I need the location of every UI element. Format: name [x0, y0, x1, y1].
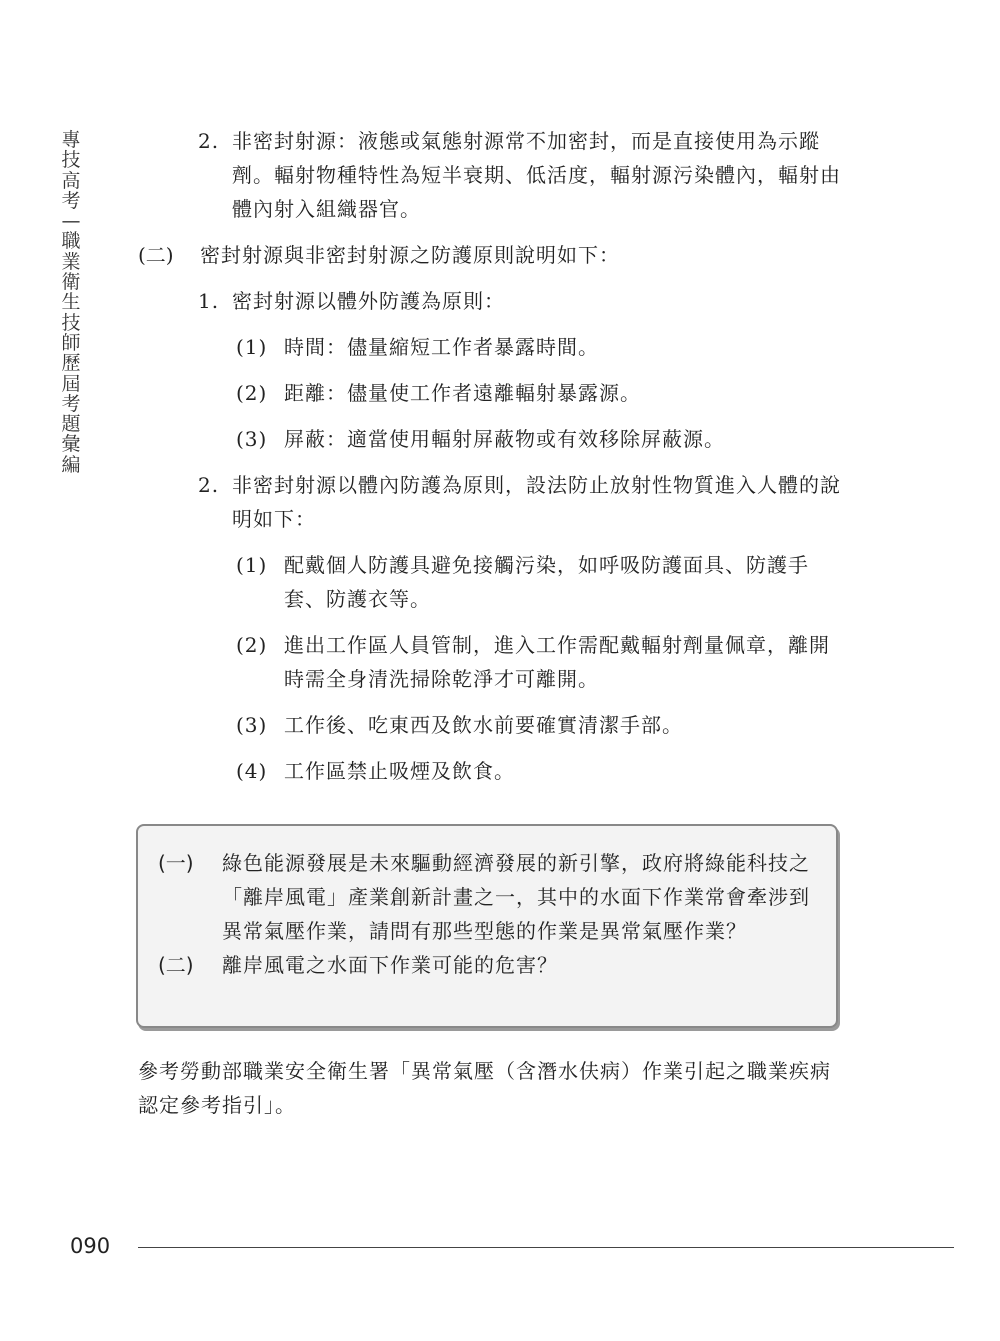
list-item [236, 548, 843, 616]
question-body: 離岸風電之水面下作業可能的危害？ [222, 953, 558, 977]
sub-item-text: 進出工作區人員管制，進入工作需配戴輻射劑量佩章，離開時需全身清洗掃除乾淨才可離開。 [284, 633, 830, 691]
section-text: 密封射源與非密封射源之防護原則說明如下： [200, 243, 620, 267]
list-item [236, 422, 843, 456]
running-title-char: 彙 [61, 433, 81, 456]
answer-body [138, 124, 843, 788]
sub-item-number: (1) [236, 335, 268, 359]
sub-item-number: (4) [236, 759, 268, 783]
running-title-char: 屆 [61, 372, 81, 395]
sub-item-number: (2) [236, 381, 268, 405]
running-title-char: 衛 [61, 271, 81, 294]
answer-reference: 參考勞動部職業安全衛生署「異常氣壓（含潛水伕病）作業引起之職業疾病認定參考指引」。 [138, 1059, 831, 1117]
item-number: 2. [198, 473, 220, 497]
running-title [56, 130, 86, 475]
sub-item-number: (3) [236, 713, 268, 737]
sealed-source-principle [198, 284, 843, 318]
question-number: (一) [158, 851, 194, 875]
running-title-char: 生 [61, 291, 81, 314]
unsealed-source-definition [198, 124, 843, 226]
running-title-char: 題 [61, 413, 81, 436]
running-title-char: 業 [61, 250, 81, 273]
question-item [158, 846, 820, 948]
sub-item-number: (1) [236, 553, 268, 577]
footer-divider [138, 1247, 954, 1248]
running-title-char: 職 [61, 230, 81, 253]
sub-item-number: (2) [236, 633, 268, 657]
item-number: 2. [198, 129, 220, 153]
item-number: 1. [198, 289, 220, 313]
list-item [236, 376, 843, 410]
sub-item-text: 距離：儘量使工作者遠離輻射暴露源。 [284, 381, 641, 405]
sub-item-text: 配戴個人防護具避免接觸污染，如呼吸防護面具、防護手套、防護衣等。 [284, 553, 809, 611]
sub-item-text: 工作區禁止吸煙及飲食。 [284, 759, 515, 783]
running-title-char: 技 [61, 149, 81, 172]
list-item [236, 628, 843, 696]
list-item [236, 754, 843, 788]
page-number: 090 [70, 1234, 111, 1258]
running-title-char: 專 [61, 129, 81, 151]
list-item [236, 330, 843, 364]
list-item [236, 708, 843, 742]
running-title-char: 歷 [61, 352, 81, 375]
sub-item-number: (3) [236, 427, 268, 451]
question-number: (二) [158, 953, 194, 977]
running-title-char: 技 [61, 311, 81, 334]
question-text [158, 846, 820, 982]
section-number: (二) [138, 243, 174, 267]
running-title-char: 高 [61, 169, 81, 192]
sub-item-text: 時間：儘量縮短工作者暴露時間。 [284, 335, 599, 359]
item-text: 非密封射源以體內防護為原則，設法防止放射性物質進入人體的說明如下： [232, 473, 841, 531]
question-box [136, 824, 838, 1028]
running-title-char: 考 [61, 189, 81, 212]
running-title-char: — [61, 210, 81, 233]
unsealed-source-principle [198, 468, 843, 536]
item-text: 密封射源以體外防護為原則： [232, 289, 505, 313]
running-title-char: 編 [61, 453, 81, 476]
section-protection-principles [138, 238, 843, 272]
running-title-char: 考 [61, 392, 81, 415]
running-title-char: 師 [61, 331, 81, 354]
question-item [158, 948, 820, 982]
sub-item-text: 工作後、吃東西及飲水前要確實清潔手部。 [284, 713, 683, 737]
sub-item-text: 屏蔽：適當使用輻射屏蔽物或有效移除屏蔽源。 [284, 427, 725, 451]
question-body: 綠色能源發展是未來驅動經濟發展的新引擎，政府將綠能科技之「離岸風電」產業創新計畫之一，其中的水面下作業常會牽涉到異常氣壓作業，請問有那些型態的作業是異常氣壓作業？ [222, 851, 810, 943]
item-text: 非密封射源：液態或氣態射源常不加密封，而是直接使用為示蹤劑。輻射物種特性為短半衰期、低活度，輻射源污染體內，輻射由體內射入組織器官。 [232, 129, 841, 221]
